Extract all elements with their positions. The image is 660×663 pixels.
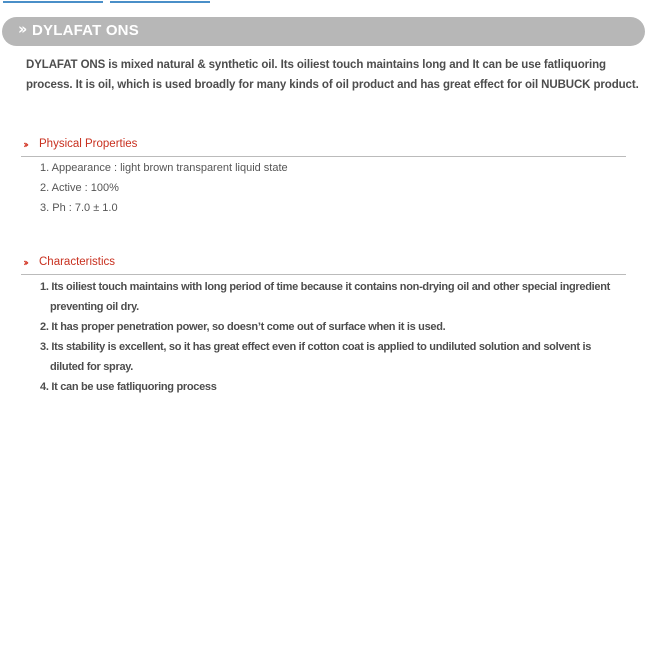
- double-chevron-icon: ››: [23, 138, 27, 151]
- list-item: 3. Ph : 7.0 ± 1.0: [40, 202, 118, 214]
- list-item: 2. It has proper penetration power, so doesn’t come out of surface when it is used.: [40, 321, 446, 333]
- title-bar: [2, 17, 645, 46]
- physical-properties-heading: [21, 137, 626, 157]
- double-chevron-icon: ››: [23, 256, 27, 269]
- list-item: 2. Active : 100%: [40, 182, 119, 194]
- section-title: Characteristics: [39, 256, 116, 268]
- section-title: Physical Properties: [39, 138, 138, 150]
- intro-paragraph: DYLAFAT ONS is mixed natural & synthetic oil. Its oiliest touch maintains long and It can be use fatliquoring process. It is oil, which is used broadly for many kinds of oil product and has great effect for oil NUBUCK product.: [26, 59, 639, 91]
- page-title: DYLAFAT ONS: [32, 22, 139, 39]
- list-item: 1. Its oiliest touch maintains with long period of time because it contains non-drying oil and other special ingredient preventing oil dry.: [40, 281, 610, 313]
- list-item: 4. It can be use fatliquoring process: [40, 381, 217, 393]
- list-item: 3. Its stability is excellent, so it has great effect even if cotton coat is applied to undiluted solution and solvent is diluted for spray.: [40, 341, 592, 373]
- list-item: 1. Appearance : light brown transparent liquid state: [40, 162, 288, 174]
- top-tab-1[interactable]: [3, 0, 103, 3]
- characteristics-heading: [21, 255, 626, 275]
- top-tab-2[interactable]: [110, 0, 210, 3]
- double-chevron-icon: ››: [18, 20, 25, 38]
- characteristics-list: [40, 277, 620, 397]
- physical-properties-list: [40, 158, 288, 218]
